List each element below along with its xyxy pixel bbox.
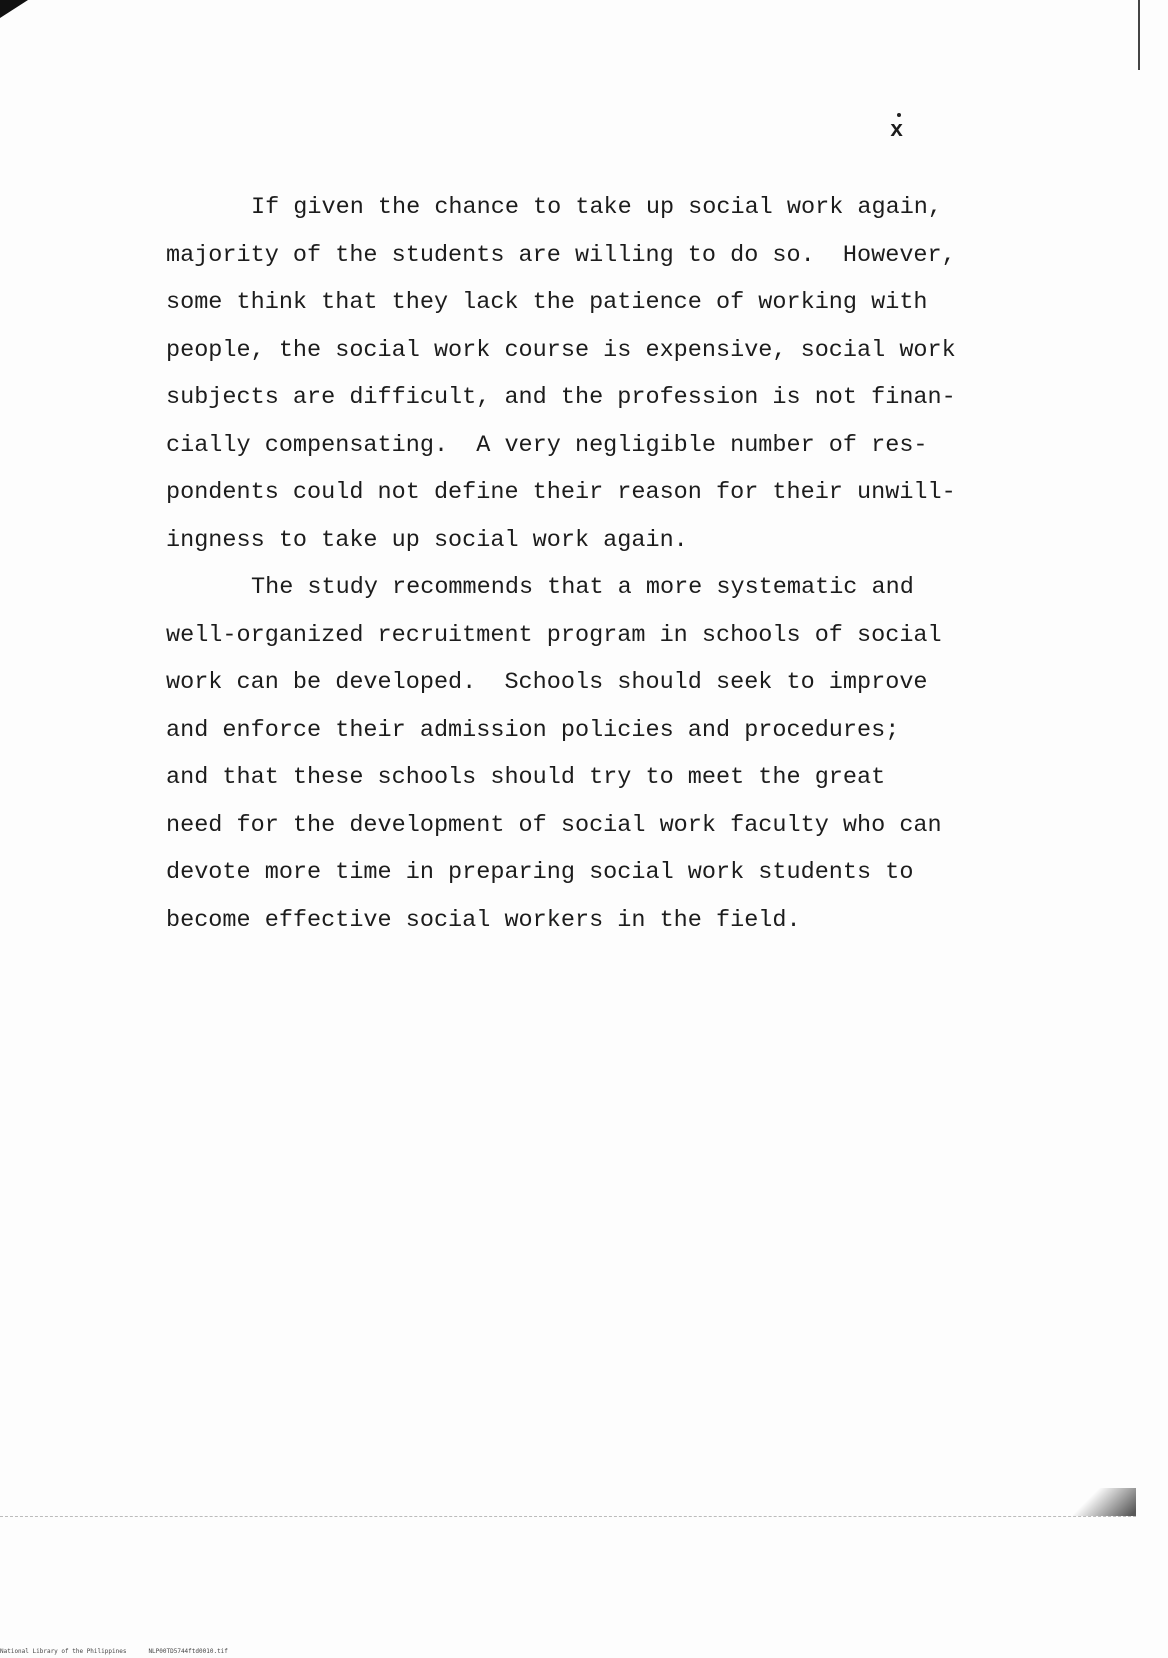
text-line: devote more time in preparing social work students to xyxy=(166,859,914,886)
text-line: If given the chance to take up social work again, xyxy=(251,194,943,221)
scan-footer xyxy=(0,1648,250,1655)
text-line: subjects are difficult, and the profession is not finan- xyxy=(166,384,956,411)
text-line: work can be developed. Schools should seek to improve xyxy=(166,669,928,696)
paragraph-2 xyxy=(166,564,1006,944)
text-line: pondents could not define their reason for their unwill- xyxy=(166,479,956,506)
page-number-dot xyxy=(897,113,901,117)
text-line: people, the social work course is expensive, social work xyxy=(166,336,956,364)
body-text xyxy=(166,184,1006,944)
footer-filename: NLP00TD5744ftd0010.tif xyxy=(148,1648,228,1655)
text-line: need for the development of social work faculty who can xyxy=(166,811,942,839)
footer-library: National Library of the Philippines xyxy=(0,1648,127,1655)
scan-bottom-edge xyxy=(0,1516,1136,1517)
text-line: some think that they lack the patience of working with xyxy=(166,289,928,316)
text-line: ingness to take up social work again. xyxy=(166,526,688,554)
text-line: and enforce their admission policies and procedures; xyxy=(166,716,900,744)
scan-smudge xyxy=(1056,1488,1136,1516)
page-number: x xyxy=(890,118,904,143)
text-line: cially compensating. A very negligible number of res- xyxy=(166,431,928,459)
text-line: majority of the students are willing to do so. However, xyxy=(166,241,956,269)
scan-corner-mark xyxy=(0,0,28,18)
paragraph-1 xyxy=(166,184,1006,564)
scan-edge-line xyxy=(1138,0,1140,70)
text-line: The study recommends that a more systematic and xyxy=(251,574,914,601)
text-line: become effective social workers in the field. xyxy=(166,906,801,934)
text-line: and that these schools should try to meet the great xyxy=(166,764,886,791)
text-line: well-organized recruitment program in schools of social xyxy=(166,621,942,649)
